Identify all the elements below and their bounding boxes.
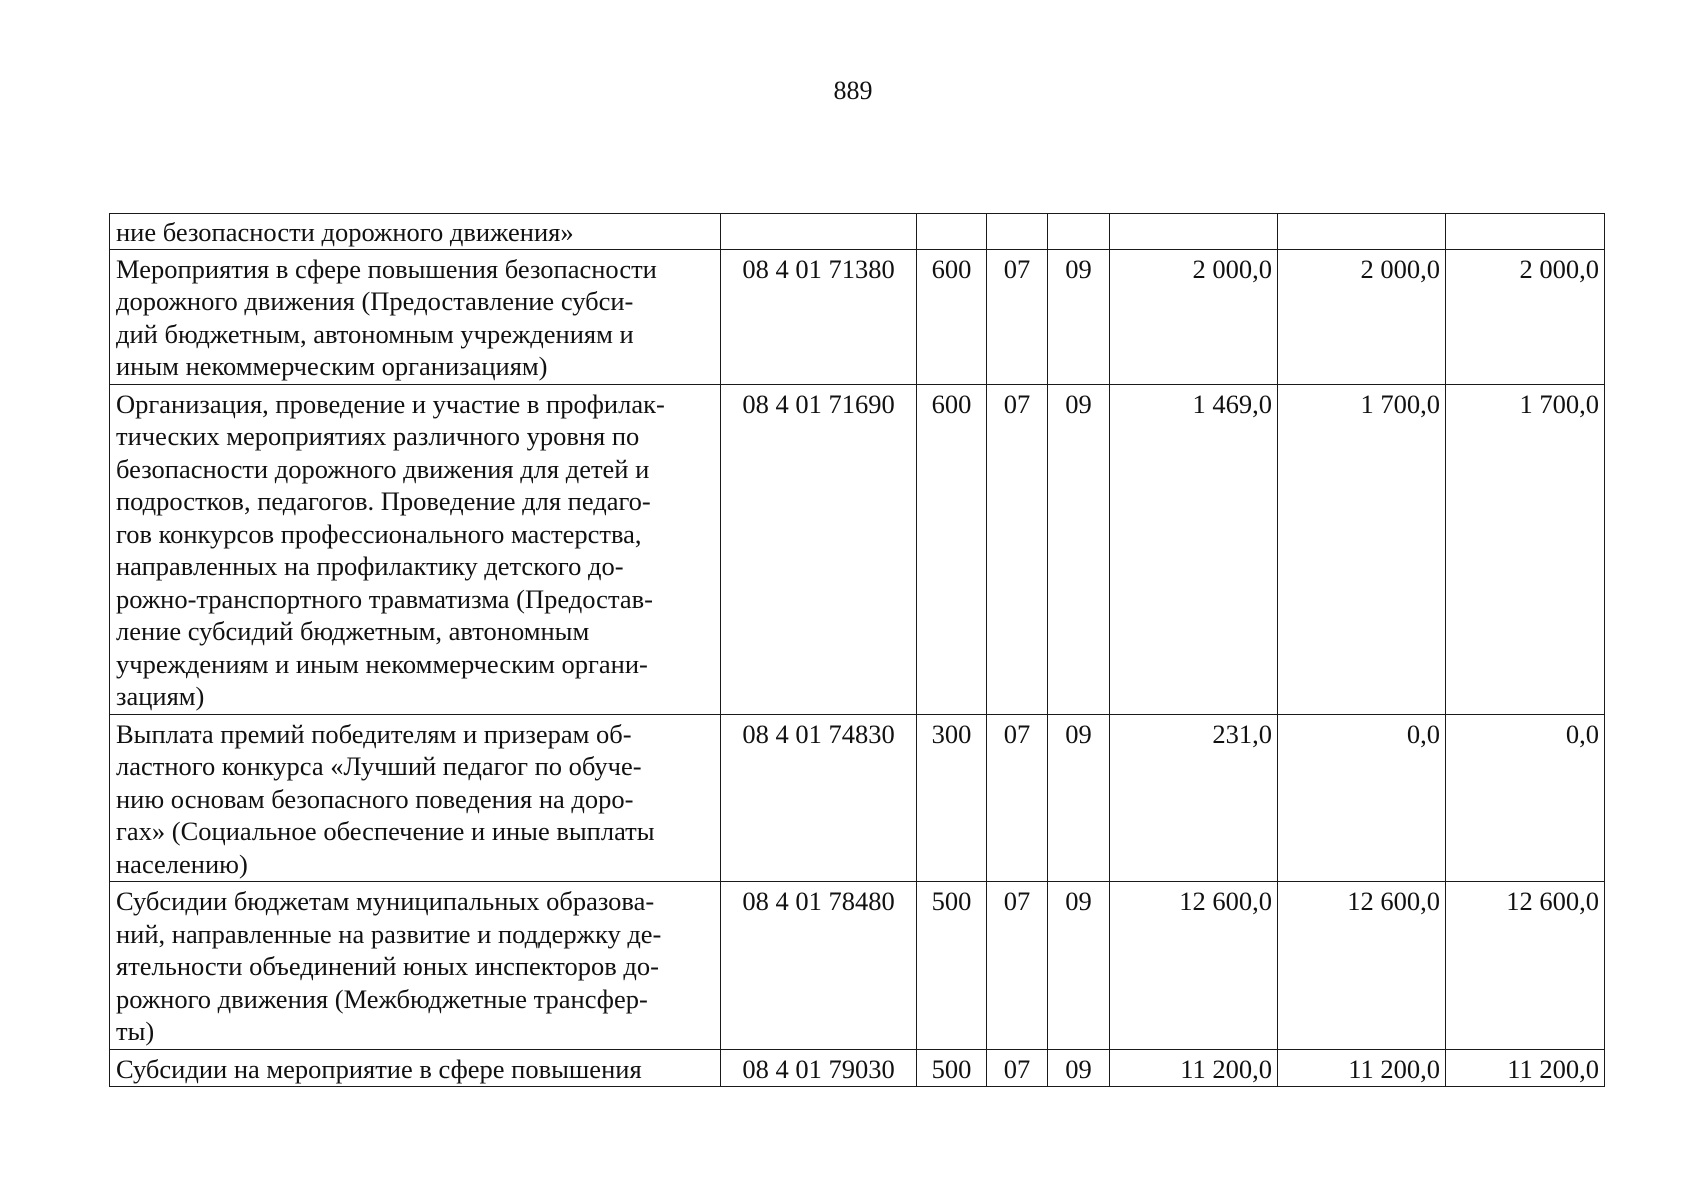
row-amount-3: 11 200,0 — [1446, 1049, 1605, 1087]
table-row — [110, 882, 1605, 1050]
row-section: 07 — [987, 882, 1048, 1050]
row-amount-2 — [1278, 214, 1446, 250]
row-amount-3: 2 000,0 — [1446, 249, 1605, 384]
row-target-code: 08 4 01 74830 — [721, 714, 917, 882]
row-amount-2: 12 600,0 — [1278, 882, 1446, 1050]
row-amount-2: 1 700,0 — [1278, 384, 1446, 714]
budget-table — [109, 213, 1605, 1087]
row-description: Субсидии бюджетам муниципальных образова- ний, направленные на развитие и поддержку де- ятельности объединений юных инспекторов до- рожного движения (Межбюджетные трансфер- ты) — [110, 882, 721, 1050]
row-section: 07 — [987, 249, 1048, 384]
row-amount-1: 231,0 — [1110, 714, 1278, 882]
page-number: 889 — [833, 76, 873, 105]
table-row — [110, 384, 1605, 714]
row-amount-3: 1 700,0 — [1446, 384, 1605, 714]
row-description: Мероприятия в сфере повышения безопасности дорожного движения (Предоставление субси- дий бюджетным, автономным учреждениям и иным некоммерческим организациям) — [110, 249, 721, 384]
table-row — [110, 714, 1605, 882]
row-amount-2: 0,0 — [1278, 714, 1446, 882]
table-row — [110, 249, 1605, 384]
row-description: Организация, проведение и участие в профилак- тических мероприятиях различного уровня по безопасности дорожного движения для детей и подростков, педагогов. Проведение для педаго- гов конкурсов профессионального мастерства, направленных на профилактику детского до- рожно-транспортного травматизма (Предостав- ление субсидий бюджетным, автономным учреждениям и иным некоммерческим органи- зациям) — [110, 384, 721, 714]
row-amount-1 — [1110, 214, 1278, 250]
row-amount-2: 11 200,0 — [1278, 1049, 1446, 1087]
row-amount-1: 2 000,0 — [1110, 249, 1278, 384]
row-amount-3: 12 600,0 — [1446, 882, 1605, 1050]
row-subsection: 09 — [1048, 714, 1110, 882]
row-target-code: 08 4 01 71690 — [721, 384, 917, 714]
row-subsection: 09 — [1048, 1049, 1110, 1087]
row-amount-1: 1 469,0 — [1110, 384, 1278, 714]
row-subsection — [1048, 214, 1110, 250]
row-subsection: 09 — [1048, 249, 1110, 384]
row-section: 07 — [987, 714, 1048, 882]
row-expense-type — [917, 214, 987, 250]
row-section: 07 — [987, 384, 1048, 714]
row-description: Субсидии на мероприятие в сфере повышения — [110, 1049, 721, 1087]
row-amount-2: 2 000,0 — [1278, 249, 1446, 384]
row-expense-type: 600 — [917, 249, 987, 384]
row-expense-type: 600 — [917, 384, 987, 714]
row-section: 07 — [987, 1049, 1048, 1087]
row-description: ние безопасности дорожного движения» — [110, 214, 721, 250]
row-amount-3: 0,0 — [1446, 714, 1605, 882]
row-target-code — [721, 214, 917, 250]
row-target-code: 08 4 01 78480 — [721, 882, 917, 1050]
row-expense-type: 500 — [917, 882, 987, 1050]
row-amount-1: 12 600,0 — [1110, 882, 1278, 1050]
table-row — [110, 1049, 1605, 1087]
row-expense-type: 500 — [917, 1049, 987, 1087]
row-subsection: 09 — [1048, 882, 1110, 1050]
row-target-code: 08 4 01 71380 — [721, 249, 917, 384]
row-amount-3 — [1446, 214, 1605, 250]
row-amount-1: 11 200,0 — [1110, 1049, 1278, 1087]
row-subsection: 09 — [1048, 384, 1110, 714]
table-row — [110, 214, 1605, 250]
row-description: Выплата премий победителям и призерам об- ластного конкурса «Лучший педагог по обуче- нию основам безопасного поведения на доро- гах» (Социальное обеспечение и иные выплаты населению) — [110, 714, 721, 882]
row-expense-type: 300 — [917, 714, 987, 882]
row-section — [987, 214, 1048, 250]
row-target-code: 08 4 01 79030 — [721, 1049, 917, 1087]
